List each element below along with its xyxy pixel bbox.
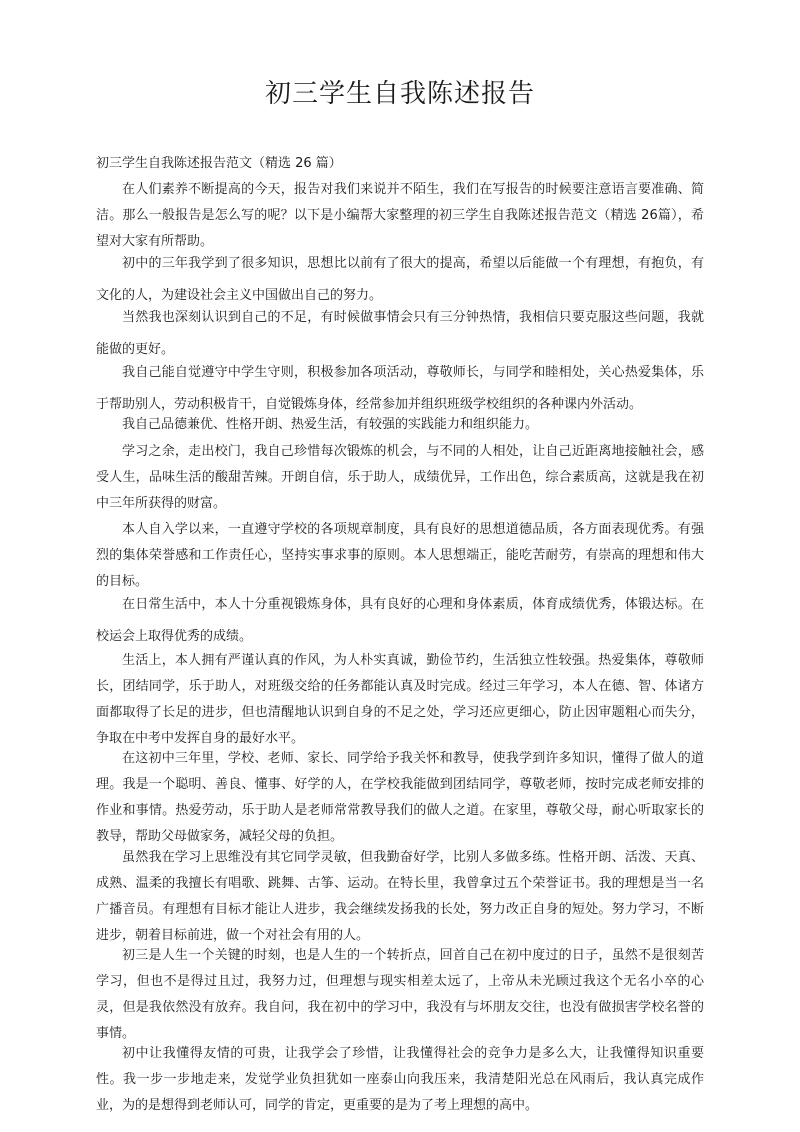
paragraph: 在人们素养不断提高的今天，报告对我们来说并不陌生，我们在写报告的时候要注意语言要准确、简洁。那么一般报告是怎么写的呢？以下是小编帮大家整理的初三学生自我陈述报告范文（精选 26篇），希望对大家有所帮助。 (96, 182, 704, 249)
paragraph: 学习之余，走出校门，我自己珍惜每次锻炼的机会，与不同的人相处，让自己近距离地接触社会，感受人生，品味生活的酸甜苦辣。开朗自信，乐于助人，成绩优异，工作出色，综合素质高，这就是我在初中三年所获得的财富。 (96, 444, 704, 511)
paragraph: 生活上，本人拥有严谨认真的作风，为人朴实真诚，勤俭节约，生活独立性较强。热爱集体，尊敬师长，团结同学，乐于助人，对班级交给的任务都能认真及时完成。经过三年学习，本人在德、智、体诸方面都取得了长足的进步，但也清醒地认识到自身的不足之处，学习还应更细心，防止因审题粗心而失分，争取在中考中发挥自身的最好水平。 (96, 653, 704, 746)
paragraph: 初中让我懂得友情的可贵，让我学会了珍惜，让我懂得社会的竞争力是多么大，让我懂得知识重要性。我一步一步地走来，发觉学业负担犹如一座泰山向我压来，我清楚阳光总在风雨后，我认真完成作业，为的是想得到老师认可，同学的肯定，更重要的是为了考上理想的高中。 (96, 1046, 704, 1113)
document-subtitle: 初三学生自我陈述报告范文（精选 26 篇） (96, 156, 342, 171)
paragraph: 虽然我在学习上思维没有其它同学灵敏，但我勤奋好学，比别人多做多练。性格开朗、活泼、天真、成熟、温柔的我擅长有唱歌、跳舞、古筝、运动。在特长里，我曾拿过五个荣誉证书。我的理想是当一名广播音员。有理想有目标才能让人进步，我会继续发扬我的长处，努力改正自身的短处。努力学习，不断进步，朝着目标前进，做一个对社会有用的人。 (96, 850, 704, 943)
paragraph: 当然我也深刻认识到自己的不足，有时候做事情会只有三分钟热情，我相信只要克服这些问题，我就能做的更好。 (96, 310, 704, 357)
paragraph: 初三是人生一个关键的时刻，也是人生的一个转折点，回首自己在初中度过的日子，虽然不是很刻苦学习，但也不是得过且过，我努力过，但理想与现实相差太远了，上帝从未光顾过我这个无名小卒的心灵，但是我依然没有放弃。我自问，我在初中的学习中，我没有与坏朋友交往，也没有做损害学校名誉的事情。 (96, 948, 704, 1041)
page-title: 初三学生自我陈述报告 (264, 79, 535, 109)
paragraph: 在这初中三年里，学校、老师、家长、同学给予我关怀和教导，使我学到许多知识，懂得了做人的道理。我是一个聪明、善良、懂事、好学的人，在学校我能做到团结同学，尊敬老师，按时完成老师安排的作业和事情。热爱劳动，乐于助人是老师常常教导我们的做人之道。在家里，尊敬父母，耐心听取家长的教导，帮助父母做家务，减轻父母的负担。 (96, 751, 704, 844)
paragraph: 我自己能自觉遵守中学生守则，积极参加各项活动，尊敬师长，与同学和睦相处，关心热爱集体，乐于帮助别人，劳动积极肯干，自觉锻炼身体，经常参加并组织班级学校组织的各种课内外活动。 (96, 365, 704, 412)
paragraph: 初中的三年我学到了很多知识，思想比以前有了很大的提高，希望以后能做一个有理想，有抱负，有文化的人，为建设社会主义中国做出自己的努力。 (96, 256, 704, 303)
paragraph: 我自己品德兼优、性格开朗、热爱生活，有较强的实践能力和组织能力。 (122, 417, 539, 432)
paragraph: 在日常生活中，本人十分重视锻炼身体，具有良好的心理和身体素质，体育成绩优秀，体锻达标。在校运会上取得优秀的成绩。 (96, 597, 704, 644)
paragraph: 本人自入学以来，一直遵守学校的各项规章制度，具有良好的思想道德品质，各方面表现优秀。有强烈的集体荣誉感和工作责任心，坚持实事求事的原则。本人思想端正，能吃苦耐劳，有崇高的理想和伟大的目标。 (96, 522, 704, 589)
